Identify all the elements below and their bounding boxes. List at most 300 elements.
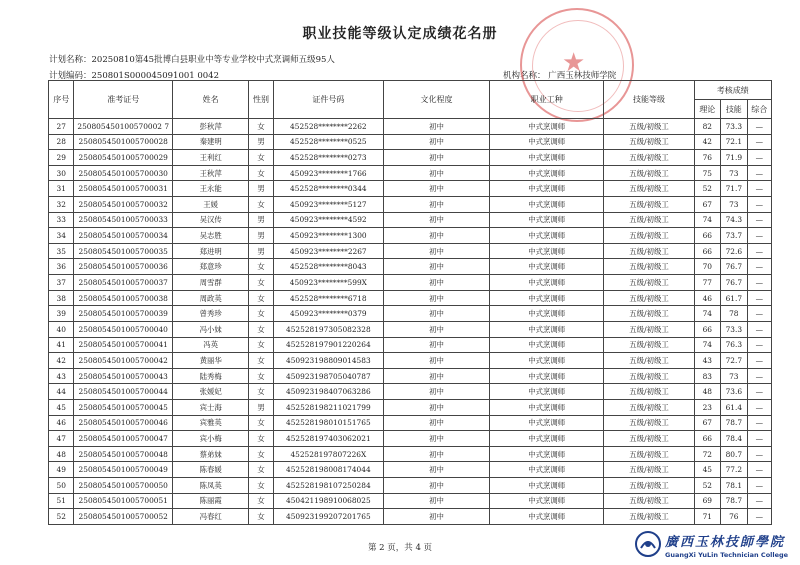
cell-skill: 76	[721, 509, 748, 525]
cell-theory: 74	[694, 337, 721, 353]
cell-seq: 36	[49, 259, 74, 275]
table-row	[49, 119, 772, 135]
cell-ticket: 2508054501005700043	[74, 368, 173, 384]
cell-seq: 42	[49, 353, 74, 369]
cell-seq: 47	[49, 431, 74, 447]
cell-skill-level: 五级/初级工	[604, 181, 694, 197]
header-overall: 综合	[747, 100, 771, 119]
table-row	[49, 493, 772, 509]
cell-skill-level: 五级/初级工	[604, 415, 694, 431]
cell-name: 陈丽霞	[173, 493, 249, 509]
cell-ticket: 2508054501005700039	[74, 306, 173, 322]
cell-ticket: 2508054501005700030	[74, 165, 173, 181]
cell-education: 初中	[383, 384, 489, 400]
cell-overall: —	[747, 290, 771, 306]
cell-occupation: 中式烹调师	[489, 165, 603, 181]
cell-education: 初中	[383, 228, 489, 244]
cell-gender: 女	[249, 150, 273, 166]
cell-occupation: 中式烹调师	[489, 197, 603, 213]
cell-ticket: 2508054501005700032	[74, 197, 173, 213]
cell-name: 王利红	[173, 150, 249, 166]
cell-name: 郑进明	[173, 243, 249, 259]
cell-seq: 45	[49, 399, 74, 415]
cell-gender: 女	[249, 165, 273, 181]
cell-occupation: 中式烹调师	[489, 212, 603, 228]
cell-skill: 73.3	[721, 321, 748, 337]
cell-skill: 78.7	[721, 493, 748, 509]
cell-seq: 27	[49, 119, 74, 135]
cell-id: 452528197305082328	[273, 321, 383, 337]
cell-skill-level: 五级/初级工	[604, 462, 694, 478]
header-skill: 技能	[721, 100, 748, 119]
cell-skill: 73.6	[721, 384, 748, 400]
cell-education: 初中	[383, 243, 489, 259]
cell-id: 452528198107250284	[273, 478, 383, 494]
cell-occupation: 中式烹调师	[489, 462, 603, 478]
cell-education: 初中	[383, 321, 489, 337]
cell-occupation: 中式烹调师	[489, 353, 603, 369]
cell-gender: 女	[249, 493, 273, 509]
cell-name: 宾雅英	[173, 415, 249, 431]
cell-theory: 42	[694, 134, 721, 150]
cell-education: 初中	[383, 290, 489, 306]
cell-id: 450923198407063286	[273, 384, 383, 400]
cell-occupation: 中式烹调师	[489, 321, 603, 337]
cell-name: 彭秋萍	[173, 119, 249, 135]
cell-skill: 72.7	[721, 353, 748, 369]
header-seq: 序号	[49, 81, 74, 119]
table-row	[49, 509, 772, 525]
cell-skill-level: 五级/初级工	[604, 306, 694, 322]
cell-occupation: 中式烹调师	[489, 337, 603, 353]
table-row	[49, 228, 772, 244]
cell-theory: 74	[694, 212, 721, 228]
cell-overall: —	[747, 493, 771, 509]
table-row	[49, 478, 772, 494]
cell-ticket: 2508054501005700033	[74, 212, 173, 228]
cell-seq: 50	[49, 478, 74, 494]
cell-skill-level: 五级/初级工	[604, 446, 694, 462]
cell-id: 450923********1300	[273, 228, 383, 244]
cell-skill: 72.6	[721, 243, 748, 259]
cell-skill: 78	[721, 306, 748, 322]
cell-skill-level: 五级/初级工	[604, 384, 694, 400]
cell-theory: 46	[694, 290, 721, 306]
cell-overall: —	[747, 415, 771, 431]
organization-name: 机构名称： 广西玉林技师学院	[503, 71, 617, 81]
cell-skill-level: 五级/初级工	[604, 228, 694, 244]
cell-seq: 29	[49, 150, 74, 166]
cell-id: 452528198211021799	[273, 399, 383, 415]
cell-ticket: 2508054501005700035	[74, 243, 173, 259]
roster-body	[49, 119, 772, 525]
cell-skill-level: 五级/初级工	[604, 212, 694, 228]
cell-gender: 男	[249, 228, 273, 244]
cell-education: 初中	[383, 119, 489, 135]
cell-seq: 44	[49, 384, 74, 400]
cell-overall: —	[747, 446, 771, 462]
cell-ticket: 2508054501005700031	[74, 181, 173, 197]
cell-occupation: 中式烹调师	[489, 493, 603, 509]
logo-chinese-name: 廣西玉林技師學院	[665, 535, 786, 550]
cell-id: 452528********6718	[273, 290, 383, 306]
table-row	[49, 197, 772, 213]
cell-skill-level: 五级/初级工	[604, 337, 694, 353]
cell-education: 初中	[383, 462, 489, 478]
table-row	[49, 134, 772, 150]
cell-theory: 48	[694, 384, 721, 400]
cell-id: 450923********5127	[273, 197, 383, 213]
cell-overall: —	[747, 212, 771, 228]
cell-theory: 23	[694, 399, 721, 415]
cell-gender: 女	[249, 321, 273, 337]
document-title: 职业技能等级认定成绩花名册	[302, 26, 498, 42]
cell-ticket: 2508054501005700042	[74, 353, 173, 369]
cell-overall: —	[747, 306, 771, 322]
cell-gender: 女	[249, 478, 273, 494]
cell-name: 陆秀梅	[173, 368, 249, 384]
cell-name: 陈春媛	[173, 462, 249, 478]
cell-skill-level: 五级/初级工	[604, 368, 694, 384]
table-row	[49, 415, 772, 431]
cell-name: 冯英	[173, 337, 249, 353]
cell-theory: 43	[694, 353, 721, 369]
header-name: 姓名	[173, 81, 249, 119]
cell-ticket: 2508054501005700038	[74, 290, 173, 306]
college-emblem-icon	[634, 530, 662, 558]
table-row	[49, 321, 772, 337]
cell-id: 450923********0379	[273, 306, 383, 322]
cell-seq: 51	[49, 493, 74, 509]
cell-overall: —	[747, 228, 771, 244]
cell-occupation: 中式烹调师	[489, 181, 603, 197]
cell-name: 冯春红	[173, 509, 249, 525]
cell-overall: —	[747, 509, 771, 525]
score-roster-table	[48, 80, 772, 525]
cell-name: 陈凤英	[173, 478, 249, 494]
cell-seq: 30	[49, 165, 74, 181]
cell-overall: —	[747, 119, 771, 135]
cell-occupation: 中式烹调师	[489, 150, 603, 166]
cell-overall: —	[747, 462, 771, 478]
cell-overall: —	[747, 431, 771, 447]
cell-skill-level: 五级/初级工	[604, 478, 694, 494]
header-skill-level: 技能等级	[604, 81, 694, 119]
cell-skill: 76.7	[721, 275, 748, 291]
cell-skill: 76.3	[721, 337, 748, 353]
cell-gender: 女	[249, 259, 273, 275]
cell-skill: 78.7	[721, 415, 748, 431]
cell-id: 450923198705040787	[273, 368, 383, 384]
cell-education: 初中	[383, 478, 489, 494]
cell-education: 初中	[383, 493, 489, 509]
cell-name: 郑意珍	[173, 259, 249, 275]
cell-ticket: 2508054501005700036	[74, 259, 173, 275]
cell-skill-level: 五级/初级工	[604, 493, 694, 509]
cell-name: 王永能	[173, 181, 249, 197]
cell-occupation: 中式烹调师	[489, 306, 603, 322]
cell-education: 初中	[383, 399, 489, 415]
table-row	[49, 384, 772, 400]
cell-skill: 73	[721, 197, 748, 213]
cell-theory: 66	[694, 321, 721, 337]
cell-education: 初中	[383, 165, 489, 181]
cell-overall: —	[747, 353, 771, 369]
cell-skill-level: 五级/初级工	[604, 165, 694, 181]
cell-education: 初中	[383, 431, 489, 447]
table-row	[49, 290, 772, 306]
cell-skill-level: 五级/初级工	[604, 321, 694, 337]
cell-education: 初中	[383, 446, 489, 462]
cell-name: 黄丽华	[173, 353, 249, 369]
cell-education: 初中	[383, 509, 489, 525]
cell-name: 吴志胜	[173, 228, 249, 244]
plan-name: 计划名称：20250810第45批博白县职业中等专业学校中式烹调师五级95人	[49, 55, 335, 65]
cell-ticket: 250805450100570002 7	[74, 119, 173, 135]
cell-skill-level: 五级/初级工	[604, 353, 694, 369]
cell-name: 周雪群	[173, 275, 249, 291]
cell-skill-level: 五级/初级工	[604, 197, 694, 213]
cell-occupation: 中式烹调师	[489, 134, 603, 150]
cell-occupation: 中式烹调师	[489, 415, 603, 431]
cell-skill-level: 五级/初级工	[604, 150, 694, 166]
cell-occupation: 中式烹调师	[489, 243, 603, 259]
cell-overall: —	[747, 150, 771, 166]
cell-theory: 67	[694, 415, 721, 431]
cell-occupation: 中式烹调师	[489, 228, 603, 244]
cell-education: 初中	[383, 197, 489, 213]
table-row	[49, 259, 772, 275]
cell-skill-level: 五级/初级工	[604, 431, 694, 447]
cell-seq: 39	[49, 306, 74, 322]
cell-id: 450923********599X	[273, 275, 383, 291]
cell-gender: 男	[249, 181, 273, 197]
cell-seq: 49	[49, 462, 74, 478]
cell-education: 初中	[383, 368, 489, 384]
cell-overall: —	[747, 181, 771, 197]
cell-ticket: 2508054501005700048	[74, 446, 173, 462]
cell-gender: 男	[249, 134, 273, 150]
cell-theory: 67	[694, 197, 721, 213]
cell-gender: 女	[249, 368, 273, 384]
cell-skill: 61.4	[721, 399, 748, 415]
cell-name: 秦建明	[173, 134, 249, 150]
cell-gender: 男	[249, 212, 273, 228]
cell-occupation: 中式烹调师	[489, 399, 603, 415]
cell-skill-level: 五级/初级工	[604, 509, 694, 525]
cell-name: 张媛妃	[173, 384, 249, 400]
cell-skill: 71.7	[721, 181, 748, 197]
cell-skill: 78.4	[721, 431, 748, 447]
table-row	[49, 431, 772, 447]
cell-skill: 80.7	[721, 446, 748, 462]
table-row	[49, 368, 772, 384]
cell-skill: 61.7	[721, 290, 748, 306]
header-occupation: 职业工种	[489, 81, 603, 119]
cell-ticket: 2508054501005700047	[74, 431, 173, 447]
cell-ticket: 2508054501005700029	[74, 150, 173, 166]
cell-theory: 77	[694, 275, 721, 291]
cell-education: 初中	[383, 415, 489, 431]
table-row	[49, 165, 772, 181]
cell-name: 蔡弟妹	[173, 446, 249, 462]
cell-skill-level: 五级/初级工	[604, 243, 694, 259]
cell-overall: —	[747, 384, 771, 400]
cell-ticket: 2508054501005700051	[74, 493, 173, 509]
table-row	[49, 150, 772, 166]
cell-skill-level: 五级/初级工	[604, 290, 694, 306]
cell-id: 452528********0344	[273, 181, 383, 197]
cell-gender: 女	[249, 509, 273, 525]
cell-gender: 男	[249, 243, 273, 259]
cell-seq: 38	[49, 290, 74, 306]
cell-seq: 46	[49, 415, 74, 431]
table-row	[49, 399, 772, 415]
header-assessment-score: 考核成绩	[694, 81, 771, 100]
cell-ticket: 2508054501005700052	[74, 509, 173, 525]
cell-gender: 女	[249, 415, 273, 431]
college-logo	[630, 526, 800, 565]
cell-theory: 76	[694, 150, 721, 166]
cell-gender: 女	[249, 462, 273, 478]
cell-name: 宾小梅	[173, 431, 249, 447]
cell-overall: —	[747, 368, 771, 384]
cell-theory: 74	[694, 306, 721, 322]
cell-id: 452528********2262	[273, 119, 383, 135]
header-theory: 理论	[694, 100, 721, 119]
cell-id: 450923********2267	[273, 243, 383, 259]
cell-ticket: 2508054501005700040	[74, 321, 173, 337]
cell-occupation: 中式烹调师	[489, 290, 603, 306]
cell-education: 初中	[383, 150, 489, 166]
cell-name: 曾秀珍	[173, 306, 249, 322]
cell-skill: 74.3	[721, 212, 748, 228]
cell-skill-level: 五级/初级工	[604, 259, 694, 275]
page-indicator: 第 2 页，共 4 页	[367, 543, 433, 553]
cell-theory: 66	[694, 431, 721, 447]
cell-seq: 28	[49, 134, 74, 150]
cell-id: 450923199207201765	[273, 509, 383, 525]
cell-theory: 70	[694, 259, 721, 275]
header-gender: 性别	[249, 81, 273, 119]
cell-occupation: 中式烹调师	[489, 119, 603, 135]
cell-seq: 40	[49, 321, 74, 337]
cell-ticket: 2508054501005700044	[74, 384, 173, 400]
cell-education: 初中	[383, 259, 489, 275]
cell-seq: 41	[49, 337, 74, 353]
cell-overall: —	[747, 197, 771, 213]
cell-id: 450923********1766	[273, 165, 383, 181]
cell-name: 周政英	[173, 290, 249, 306]
table-row	[49, 275, 772, 291]
cell-seq: 31	[49, 181, 74, 197]
cell-name: 王秋萍	[173, 165, 249, 181]
logo-english-name: GuangXi YuLin Technician College	[665, 551, 789, 559]
cell-theory: 71	[694, 509, 721, 525]
cell-skill: 73	[721, 368, 748, 384]
cell-skill: 73	[721, 165, 748, 181]
cell-gender: 女	[249, 337, 273, 353]
header-education: 文化程度	[383, 81, 489, 119]
header-id: 证件号码	[273, 81, 383, 119]
cell-overall: —	[747, 243, 771, 259]
cell-seq: 35	[49, 243, 74, 259]
cell-name: 冯小妹	[173, 321, 249, 337]
cell-theory: 69	[694, 493, 721, 509]
header-ticket: 准考证号	[74, 81, 173, 119]
cell-education: 初中	[383, 181, 489, 197]
cell-gender: 女	[249, 275, 273, 291]
cell-overall: —	[747, 399, 771, 415]
cell-id: 452528197901220264	[273, 337, 383, 353]
cell-id: 452528********8043	[273, 259, 383, 275]
cell-theory: 52	[694, 181, 721, 197]
cell-overall: —	[747, 337, 771, 353]
cell-theory: 72	[694, 446, 721, 462]
cell-theory: 82	[694, 119, 721, 135]
cell-gender: 男	[249, 399, 273, 415]
cell-id: 452528********0273	[273, 150, 383, 166]
cell-theory: 83	[694, 368, 721, 384]
cell-overall: —	[747, 478, 771, 494]
cell-education: 初中	[383, 275, 489, 291]
cell-occupation: 中式烹调师	[489, 509, 603, 525]
cell-id: 450421198910068025	[273, 493, 383, 509]
cell-ticket: 2508054501005700034	[74, 228, 173, 244]
cell-seq: 37	[49, 275, 74, 291]
cell-skill: 73.3	[721, 119, 748, 135]
cell-occupation: 中式烹调师	[489, 446, 603, 462]
cell-name: 王媛	[173, 197, 249, 213]
cell-skill: 78.1	[721, 478, 748, 494]
cell-occupation: 中式烹调师	[489, 368, 603, 384]
cell-education: 初中	[383, 353, 489, 369]
cell-ticket: 2508054501005700037	[74, 275, 173, 291]
cell-seq: 43	[49, 368, 74, 384]
cell-theory: 45	[694, 462, 721, 478]
cell-theory: 66	[694, 243, 721, 259]
cell-seq: 33	[49, 212, 74, 228]
cell-id: 450923198809014583	[273, 353, 383, 369]
table-row	[49, 181, 772, 197]
cell-theory: 52	[694, 478, 721, 494]
cell-theory: 66	[694, 228, 721, 244]
cell-theory: 75	[694, 165, 721, 181]
cell-gender: 女	[249, 306, 273, 322]
table-row	[49, 212, 772, 228]
table-row	[49, 462, 772, 478]
cell-education: 初中	[383, 134, 489, 150]
cell-id: 452528197807226X	[273, 446, 383, 462]
cell-education: 初中	[383, 337, 489, 353]
cell-seq: 48	[49, 446, 74, 462]
cell-seq: 32	[49, 197, 74, 213]
cell-name: 宾士海	[173, 399, 249, 415]
cell-ticket: 2508054501005700041	[74, 337, 173, 353]
table-row	[49, 353, 772, 369]
cell-occupation: 中式烹调师	[489, 275, 603, 291]
cell-skill: 73.7	[721, 228, 748, 244]
cell-gender: 女	[249, 431, 273, 447]
cell-overall: —	[747, 259, 771, 275]
cell-gender: 女	[249, 353, 273, 369]
cell-skill: 77.2	[721, 462, 748, 478]
cell-id: 452528197403062021	[273, 431, 383, 447]
cell-skill: 71.9	[721, 150, 748, 166]
cell-overall: —	[747, 165, 771, 181]
cell-skill-level: 五级/初级工	[604, 134, 694, 150]
cell-id: 450923********4592	[273, 212, 383, 228]
